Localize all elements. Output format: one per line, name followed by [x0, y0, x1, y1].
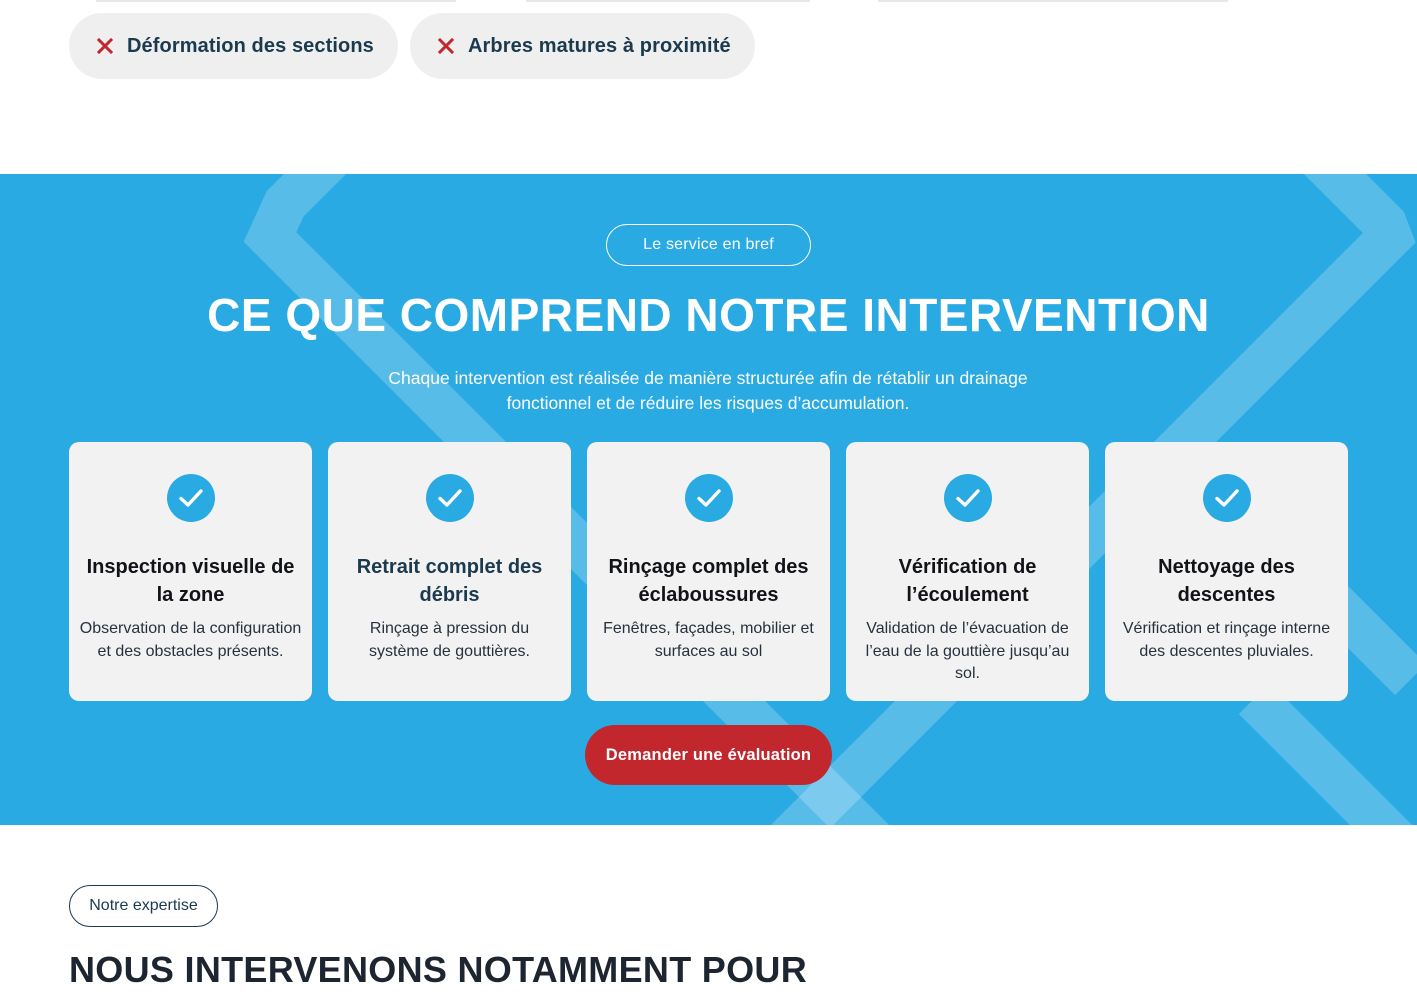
check-circle-icon — [426, 474, 474, 522]
service-cards — [69, 442, 1349, 701]
section-title: CE QUE COMPREND NOTRE INTERVENTION — [207, 289, 1210, 341]
previous-chips-row-edge — [0, 0, 1417, 4]
card-title: Inspection visuelle de la zone — [86, 556, 295, 606]
request-evaluation-button[interactable]: Demander une évaluation — [585, 725, 832, 785]
check-circle-icon — [685, 474, 733, 522]
check-circle-icon — [1203, 474, 1251, 522]
expertise-section — [0, 825, 1417, 1000]
service-card-inspection — [69, 442, 312, 701]
chip-label: Arbres matures à proximité — [468, 34, 731, 57]
card-title: Nettoyage des descentes — [1158, 556, 1295, 606]
card-title: Vérification de l’écoulement — [898, 556, 1037, 606]
card-description: Rinçage à pression du système de gouttières. — [369, 620, 530, 660]
chip-label: Déformation des sections — [127, 34, 374, 57]
service-card-rincage — [587, 442, 830, 701]
service-card-descentes — [1105, 442, 1348, 701]
risk-factors-section — [0, 0, 1417, 174]
card-title: Retrait complet des débris — [356, 556, 543, 606]
section-badge: Le service en bref — [606, 224, 811, 266]
card-description: Fenêtres, façades, mobilier et surfaces au sol — [603, 620, 814, 660]
service-card-retrait-debris — [328, 442, 571, 701]
chip-deformation-sections — [69, 13, 398, 79]
close-icon — [95, 36, 115, 56]
card-description: Validation de l’évacuation de l’eau de la gouttière jusqu’au sol. — [865, 620, 1070, 682]
card-title: Rinçage complet des éclaboussures — [608, 556, 809, 606]
close-icon — [436, 36, 456, 56]
section-title: NOUS INTERVENONS NOTAMMENT POUR — [69, 949, 808, 990]
check-circle-icon — [167, 474, 215, 522]
service-card-verification — [846, 442, 1089, 701]
chip-arbres-matures — [410, 13, 755, 79]
service-overview-section — [0, 174, 1417, 825]
card-description: Vérification et rinçage interne des descentes pluviales. — [1122, 620, 1331, 660]
section-badge: Notre expertise — [69, 885, 218, 927]
check-circle-icon — [944, 474, 992, 522]
section-subtitle: Chaque intervention est réalisée de manière structurée afin de rétablir un drainage fonctionnel et de réduire les risques d’accumulation. — [388, 368, 1028, 413]
card-description: Observation de la configuration et des obstacles présents. — [79, 620, 302, 660]
